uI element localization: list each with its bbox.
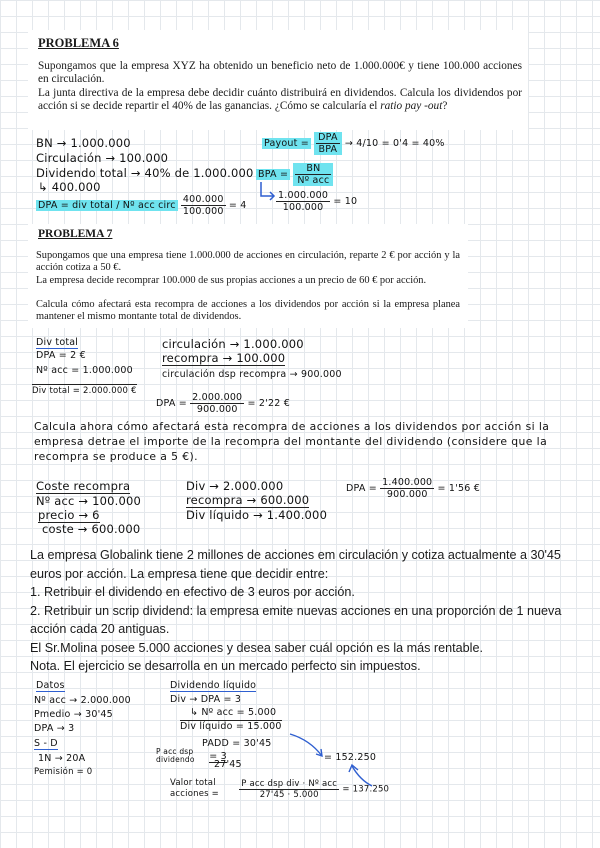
note7-n-acc-recompra: Nº acc → 100.000 xyxy=(36,494,142,508)
note8-dpa: DPA → 3 xyxy=(34,723,75,734)
payout-term: ratio pay -out xyxy=(380,99,443,112)
note6-bpa-den: Nº acc xyxy=(297,175,330,186)
note8-p-acc-dsp-label: P acc dsp dividendo xyxy=(156,747,195,764)
note6-circulacion: Circulación → 100.000 xyxy=(36,151,169,165)
note8-valor-total-result: = 137.250 xyxy=(342,784,390,795)
note7-dpa-calc-den: 900.000 xyxy=(196,404,238,415)
note6-payout xyxy=(262,132,445,155)
note6-payout-result: → 4/10 = 0'4 = 40% xyxy=(344,138,445,149)
note8-div-liquido xyxy=(180,721,282,732)
problem-7-title: PROBLEMA 7 xyxy=(38,228,113,240)
note6-dpa-fraction xyxy=(181,194,226,217)
note7-precio xyxy=(38,508,100,522)
note6-bpa-fraction xyxy=(293,163,333,186)
problem-6-text-2 xyxy=(38,87,522,113)
problem-8-p5: Nota. El ejercicio se desarrolla en un mercado perfecto sin impuestos. xyxy=(30,659,421,673)
note8-arrow-right xyxy=(288,732,328,762)
note7-question: Calcula ahora cómo afectará esta recompra de acciones a los dividendos por acción si la empresa detrae el importe de la recompra del montante del dividendo (considere que la recompra se produce a 5 €). xyxy=(34,420,550,463)
note6-dpa-den: 100.000 xyxy=(182,206,224,217)
note8-ratio: 1N → 20A xyxy=(38,753,86,764)
note7-dpa-calc xyxy=(156,392,290,415)
note7-coste-recompra-label: Coste recompra xyxy=(36,479,131,493)
note8-div-liquido-value: Div líquido = 15.000 xyxy=(180,721,282,732)
note8-dividendo-liquido-label: Dividendo líquido xyxy=(170,680,257,691)
note6-bpa-calc-num: 1.000.000 xyxy=(278,190,329,201)
note8-valor-total-den: 27'45 · 5.000 xyxy=(259,789,319,800)
note7-recompra xyxy=(162,351,285,365)
note6-bpa-calc xyxy=(276,190,357,213)
note8-result-152250: = 152.250 xyxy=(324,752,377,763)
problem-6-text-1: Supongamos que la empresa XYZ ha obtenido un beneficio neto de 1.000.000€ y tiene 100.000 acciones en circulación. xyxy=(38,60,522,85)
note6-payout-fraction xyxy=(314,132,342,155)
problem-8-p1: La empresa Globalink tiene 2 millones de acciones em circulación y cotiza actualmente a 30'45 euros por acción. La empresa tiene que decidir entre: xyxy=(30,548,561,581)
note7-dpa-calc-label: DPA = xyxy=(156,398,187,409)
problem-7-text-3: Calcula cómo afectará esta recompra de acciones a los dividendos por acción si la empresa planea mantener el mismo montante total de dividendos. xyxy=(36,299,460,322)
note6-bpa-calc-result: = 10 xyxy=(333,196,358,207)
note8-s-d xyxy=(34,738,58,749)
note7-circulacion: circulación → 1.000.000 xyxy=(162,337,304,351)
note7-dpa-final xyxy=(346,477,480,500)
note7-dpa-final-label: DPA = xyxy=(346,483,377,494)
note7-coste-recompra xyxy=(36,479,130,493)
note8-valor-total-fraction xyxy=(239,779,339,800)
problem-6-title: PROBLEMA 6 xyxy=(38,36,119,50)
note6-bpa-calc-fraction xyxy=(276,190,330,213)
note7-div-total-label: Div total xyxy=(36,337,79,348)
note8-datos-label: Datos xyxy=(36,680,65,691)
note8-p-acc-dsp-value: = 3 xyxy=(209,750,227,762)
note6-bpa-num: BN xyxy=(295,163,331,175)
note7-n-acc: Nº acc = 1.000.000 xyxy=(36,365,133,376)
note6-dpa-label: DPA = div total / Nº acc circ xyxy=(38,200,176,211)
problem-7-card xyxy=(28,224,468,328)
problem-6-text-2-end: ? xyxy=(442,99,448,112)
note6-bpa-label: BPA = xyxy=(258,169,289,180)
note6-dividendo-total: Dividendo total → 40% de 1.000.000 xyxy=(36,166,254,180)
note8-padd: PADD = 30'45 xyxy=(202,738,272,749)
problem-7-text-2: La empresa decide recomprar 100.000 de sus propias acciones a un precio de 60 € por acción. xyxy=(36,275,427,286)
note7-coste: coste → 600.000 xyxy=(42,522,141,536)
note6-payout-den: BPA xyxy=(318,144,338,155)
note7-dpa-calc-fraction xyxy=(190,392,244,415)
note7-div-total-title xyxy=(36,337,78,348)
note7-div-total-value xyxy=(32,386,137,396)
note7-dpa-final-fraction xyxy=(380,477,434,500)
note7-dpa-final-num: 1.400.000 xyxy=(382,477,433,488)
problem-8-p2: 1. Retribuir el dividendo en efectivo de 3 euros por acción. xyxy=(30,585,355,599)
problem-6-text-2-main: La junta directiva de la empresa debe decidir cuánto distribuirá en dividendos. Calcula los dividendos por acción si se decide repartir el 40% de las ganancias. ¿Cómo se calcularía el xyxy=(38,87,522,112)
note7-recompra-coste-text: recompra → 600.000 xyxy=(186,493,310,507)
note6-bn: BN → 1.000.000 xyxy=(36,136,131,150)
note7-div: Div → 2.000.000 xyxy=(186,479,284,493)
note7-div-liquido: Div líquido → 1.400.000 xyxy=(186,508,328,522)
note8-div-n-acc: ↳ Nº acc = 5.000 xyxy=(190,707,277,718)
note6-400000: ↳ 400.000 xyxy=(38,180,101,194)
note6-dpa xyxy=(36,194,246,217)
note8-div-dpa: Div → DPA = 3 xyxy=(170,694,242,705)
note8-datos xyxy=(36,680,65,691)
note7-dpa-calc-result: = 2'22 € xyxy=(247,398,290,409)
note7-precio-text: precio → 6 xyxy=(38,508,100,522)
note6-payout-label: Payout = xyxy=(264,138,309,149)
note6-payout-num: DPA xyxy=(318,132,338,143)
note7-recompra-coste xyxy=(186,493,309,507)
note6-bpa-calc-den: 100.000 xyxy=(282,202,324,213)
note8-valor-total-num: P acc dsp div · Nº acc xyxy=(241,778,338,789)
note7-div-total-result: Div total = 2.000.000 € xyxy=(32,386,137,396)
note7-dpa-calc-num: 2.000.000 xyxy=(192,392,243,403)
problem-8-p4: El Sr.Molina posee 5.000 acciones y desea saber cuál opción es la más rentable. xyxy=(30,640,483,655)
note8-valor-total xyxy=(170,778,389,800)
note6-dpa-num: 400.000 xyxy=(182,194,224,205)
note7-circ-dsp: circulación dsp recompra → 900.000 xyxy=(162,369,342,380)
note8-pmedio: Pmedio → 30'45 xyxy=(34,709,113,720)
note6-arrow-400000 xyxy=(38,180,101,194)
note8-dividendo-liquido xyxy=(170,680,256,691)
note7-recompra-text: recompra → 100.000 xyxy=(162,351,286,365)
note7-dpa-final-result: = 1'56 € xyxy=(437,483,480,494)
note8-pemision: Pemisión = 0 xyxy=(34,767,93,777)
problem-8-text xyxy=(30,546,575,676)
note8-n-acc: Nº acc → 2.000.000 xyxy=(34,695,131,706)
problem-7-text-1: Supongamos que una empresa tiene 1.000.000 de acciones en circulación, reparte 2 € por acción y la acción cotiza a 50 €. xyxy=(36,250,460,273)
problem-6-card xyxy=(28,30,528,130)
note8-s-d-label: S - D xyxy=(34,738,58,749)
note6-dpa-result: = 4 xyxy=(228,200,247,211)
problem-8-p3: 2. Retribuir un scrip dividend: la empresa emite nuevas acciones en una proporción de 1 nueva acción cada 20 antiguas. xyxy=(30,603,562,636)
note7-dpa: DPA = 2 € xyxy=(36,350,86,361)
note6-bpa-arrow xyxy=(258,180,278,202)
note7-dpa-final-den: 900.000 xyxy=(386,489,428,500)
note8-valor-total-label: Valor total acciones = xyxy=(170,778,219,799)
note8-p-result: 27'45 xyxy=(214,759,242,770)
